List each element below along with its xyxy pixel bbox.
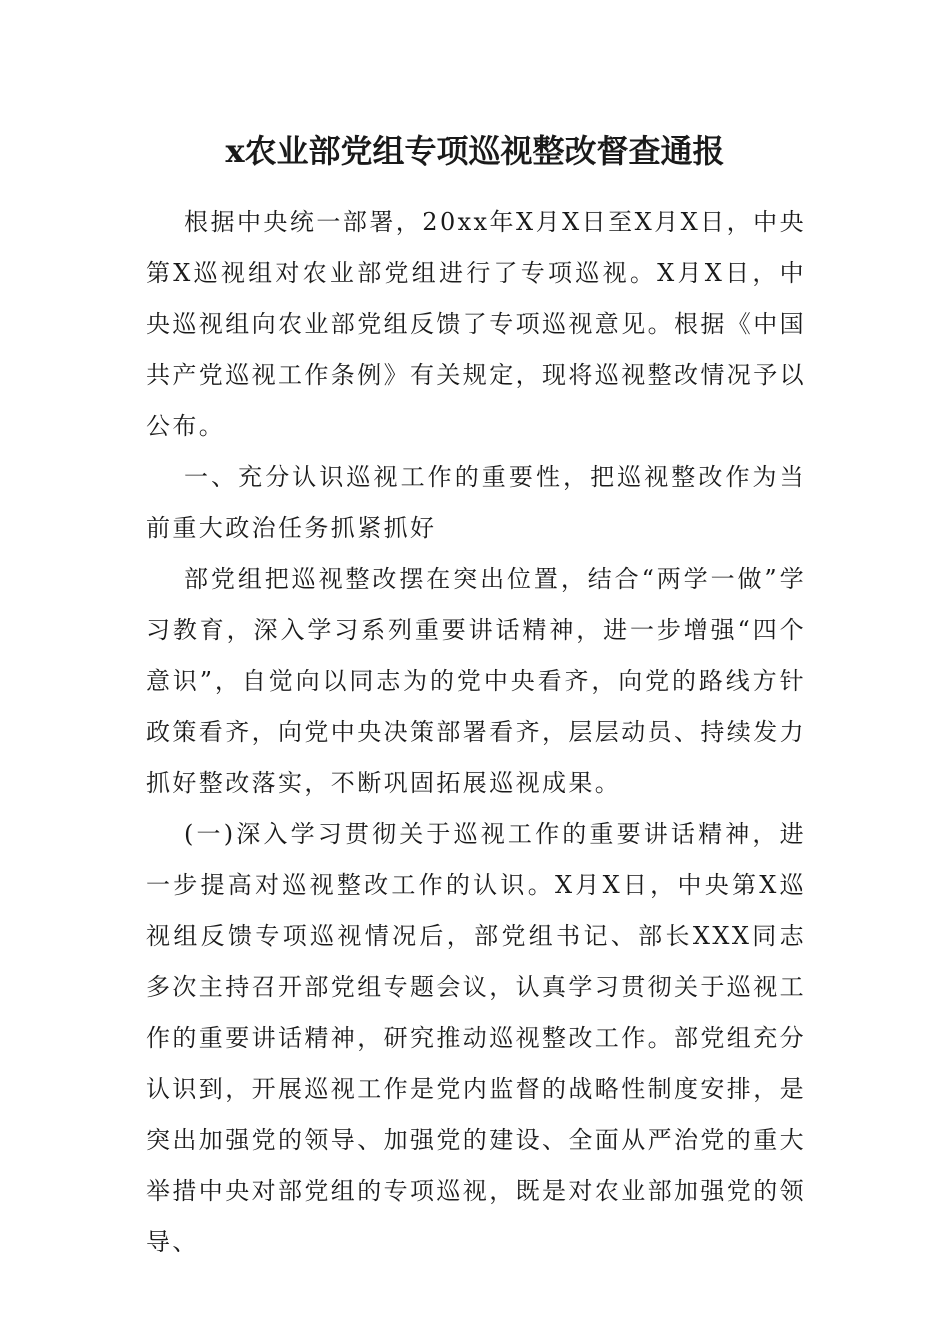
paragraph-subsection-1: (一)深入学习贯彻关于巡视工作的重要讲话精神，进一步提高对巡视整改工作的认识。X月X日，中央第X巡视组反馈专项巡视情况后，部党组书记、部长XXX同志多次主持召开部党组专题会议，认真学习贯彻关于巡视工作的重要讲话精神，研究推动巡视整改工作。部党组充分认识到，开展巡视工作是党内监督的战略性制度安排，是突出加强党的领导、加强党的建设、全面从严治党的重大举措中央对部党组的专项巡视，既是对农业部加强党的领导、 (146, 820, 806, 1256)
document-body (146, 197, 806, 1268)
document-title: x农业部党组专项巡视整改督查通报 (225, 132, 725, 170)
paragraph-section-1: 部党组把巡视整改摆在突出位置，结合“两学一做”学习教育，深入学习系列重要讲话精神，进一步增强“四个意识”，自觉向以同志为的党中央看齐，向党的路线方针政策看齐，向党中央决策部署看齐，层层动员、持续发力抓好整改落实，不断巩固拓展巡视成果。 (146, 565, 806, 797)
section-heading-1: 一、充分认识巡视工作的重要性，把巡视整改作为当前重大政治任务抓紧抓好 (146, 463, 806, 542)
paragraph-intro: 根据中央统一部署，20xx年X月X日至X月X日，中央第X巡视组对农业部党组进行了专项巡视。X月X日，中央巡视组向农业部党组反馈了专项巡视意见。根据《中国共产党巡视工作条例》有关规定，现将巡视整改情况予以公布。 (146, 208, 806, 440)
